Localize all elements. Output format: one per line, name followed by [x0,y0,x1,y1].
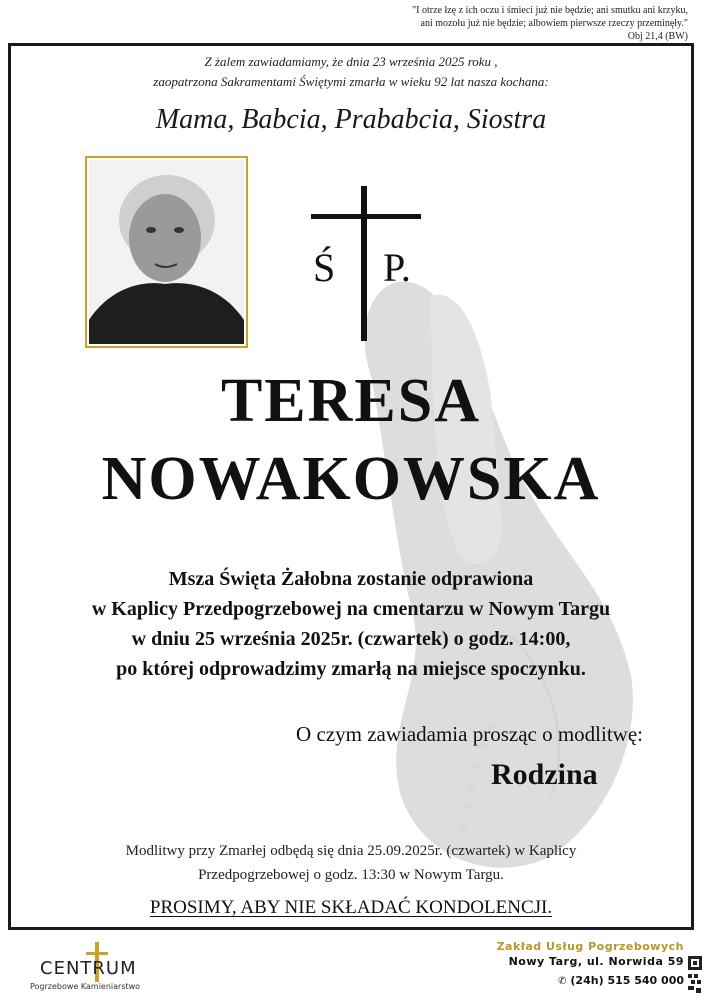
intro-line-2: zaopatrzona Sakramentami Świętymi zmarła w wieku 92 lat nasza kochana: [153,74,549,89]
prayer-request: O czym zawiadamia prosząc o modlitwę: [296,722,643,746]
mass-line-3: w dniu 25 września 2025r. (czwartek) o godz. 14:00, [131,628,571,650]
phone-icon: ✆ [558,976,567,987]
mass-line-1: Msza Święta Żałobna zostanie odprawiona [168,568,534,590]
deceased-last-name: NOWAKOWSKA [101,445,601,513]
deceased-first-name: TERESA [220,367,482,435]
centrum-logo [30,940,180,995]
phone-number: 515 540 000 [607,974,684,987]
relations-subtitle: Mama, Babcia, Prababcia, Siostra [155,104,547,135]
quote-line-1: "I otrze łzę z ich oczu i śmieci już nie będzie; ani smutku ani krzyku, [412,5,688,16]
logo-subtitle: Pogrzebowe Kamieniarstwo [30,982,141,991]
rosary-line-1: Modlitwy przy Zmarłej odbędą się dnia 25.09.2025r. (czwartek) w Kaplicy [125,843,577,859]
family-signature: Rodzina [491,758,598,791]
company-address: Nowy Targ, ul. Norwida 59 [508,955,684,968]
phone-prefix: (24h) [570,974,604,987]
epigraph-quote [268,4,688,43]
company-name: Zakład Usług Pogrzebowych [496,940,684,953]
company-phone [497,974,684,987]
quote-line-2: ani mozołu już nie będzie; albowiem pierwsze rzeczy przeminęły." [420,18,688,29]
funeral-mass-info [11,564,691,684]
rosary-line-2: Przedpogrzebowej o godz. 13:30 w Nowym Targu. [198,867,504,883]
sp-left-letter: Ś [313,245,336,290]
vigil-prayers-info [11,839,691,887]
no-condolences-notice [11,897,691,919]
logo-cross-bar [86,952,108,955]
funeral-company-info [497,940,684,987]
no-condolences-text: PROSIMY, ABY NIE SKŁADAĆ KONDOLENCJI. [149,897,553,918]
qr-code-icon [688,956,702,996]
intro-text [11,52,691,92]
mass-line-2: w Kaplicy Przedpogrzebowej na cmentarzu w Nowym Targu [91,598,611,620]
sp-right-letter: P. [383,245,411,290]
portrait-image [89,160,244,344]
logo-name: CENTRUM [40,958,137,979]
mass-line-4: po której odprowadzimy zmarłą na miejsce spoczynku. [116,658,586,680]
obituary-frame [8,43,694,930]
quote-reference: Obj 21,4 (BW) [627,31,688,42]
deceased-photo [85,156,248,348]
intro-line-1: Z żalem zawiadamiamy, że dnia 23 września 2025 roku , [204,54,498,69]
